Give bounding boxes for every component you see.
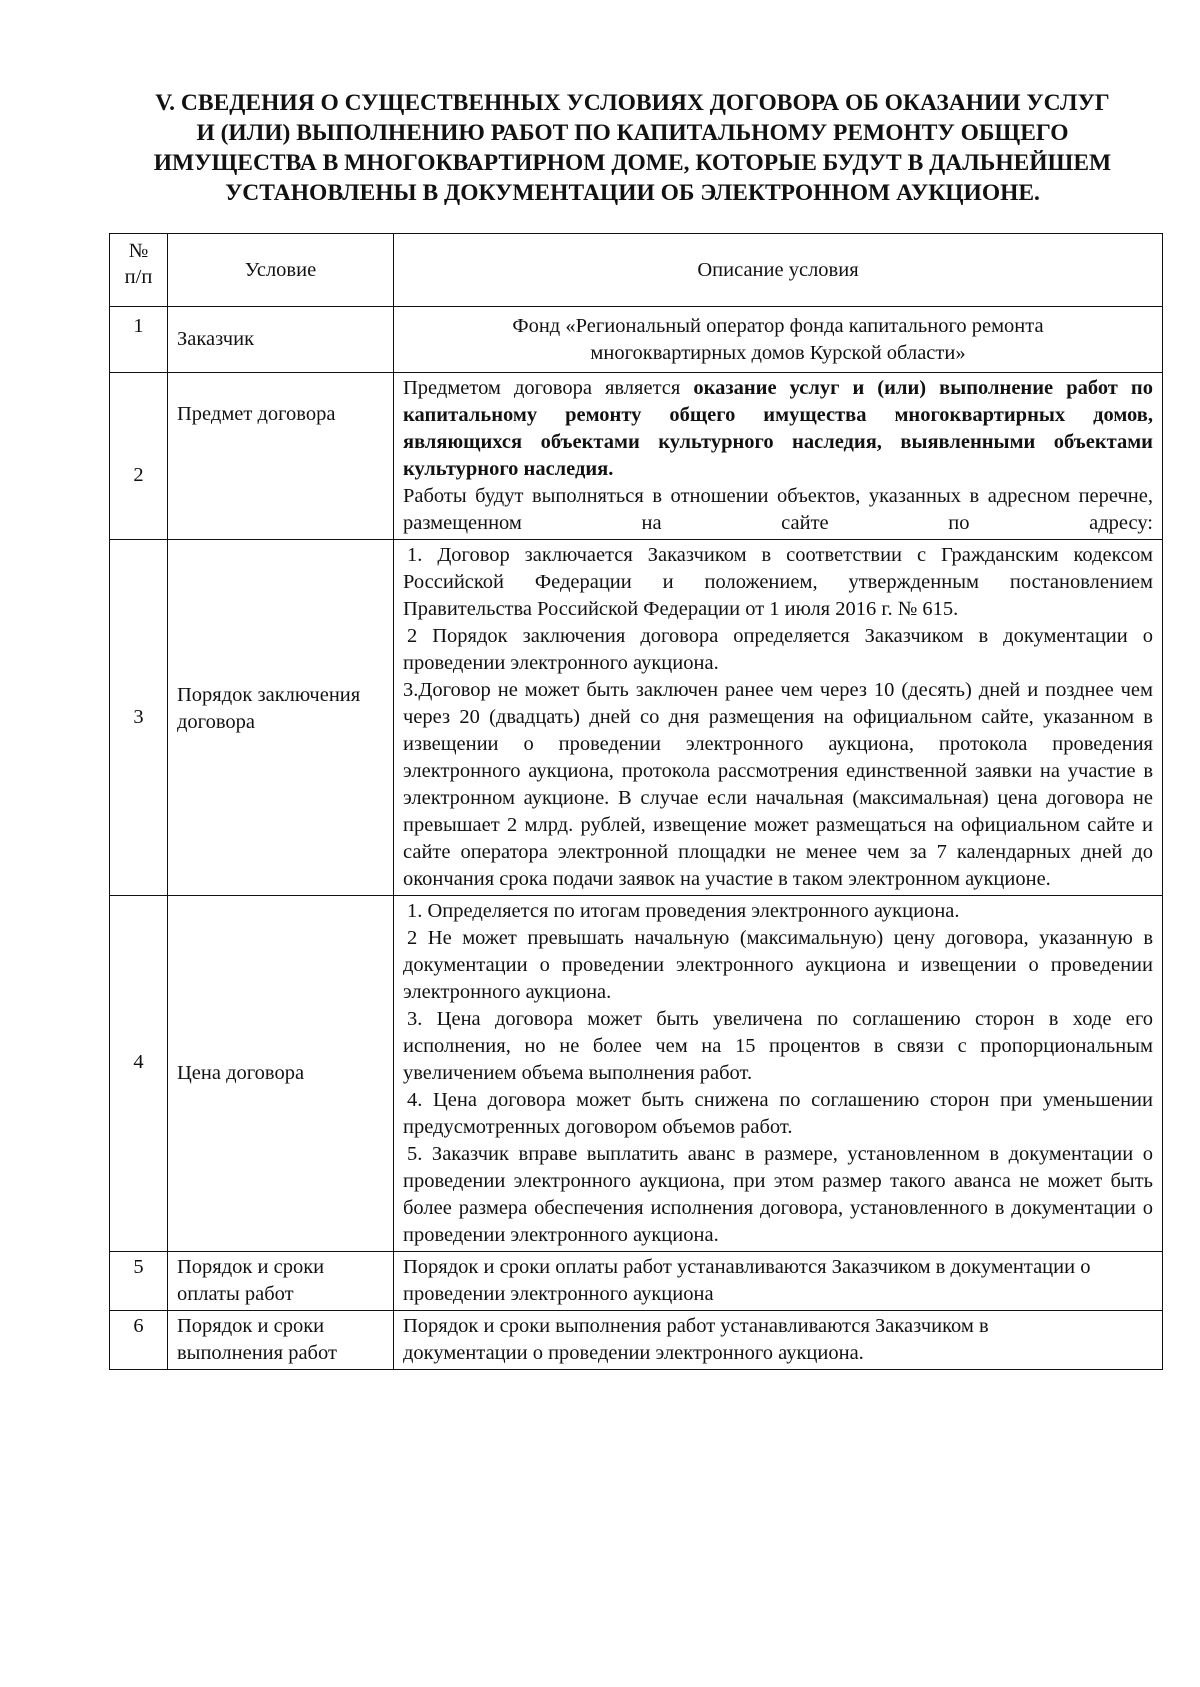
header-description: Описание условия [394, 234, 1163, 307]
subject-bold-text: оказание услуг и (или) выполнение работ по капитальному ремонту общего имущества многоквартирных домов, являющихся объектами культурного наследия, выявленными объектами культурного наследия. [403, 377, 1153, 480]
list-item: 3.Договор не может быть заключен ранее чем через 10 (десять) дней и позднее чем через 20 (двадцать) дней со дня размещения на официальном сайте, указанном в извещении о проведении электронного аукциона, протокола проведения электронного аукциона, протокола рассмотрения единственной заявки на участие в электронном аукционе. В случае если начальная (максимальная) цена договора не превышает 2 млрд. рублей, извещение может размещаться на официальном сайте и сайте оператора электронной площадки не менее чем за 7 календарных дней до окончания срока подачи заявок на участие в таком электронном аукционе. [403, 679, 1153, 890]
header-num [110, 234, 168, 307]
row-num: 3 [110, 540, 168, 896]
row-condition: Предмет договора [168, 373, 394, 540]
row-description [394, 373, 1163, 540]
row-num: 2 [110, 373, 168, 540]
row-description: Порядок и сроки оплаты работ устанавливаются Заказчиком в документации о проведении электронного аукциона [394, 1252, 1163, 1311]
header-condition: Условие [168, 234, 394, 307]
subject-text: Предметом договора является [403, 377, 694, 399]
table-row [110, 1252, 1163, 1311]
row-num: 4 [110, 896, 168, 1252]
row-description [394, 540, 1163, 896]
table-row [110, 540, 1163, 896]
row-condition: Цена договора [168, 896, 394, 1252]
table-header-row [110, 234, 1163, 307]
document-title [110, 88, 1155, 208]
row-description: Порядок и сроки выполнения работ устанавливаются Заказчиком в документации о проведении электронного аукциона. [394, 1311, 1163, 1370]
table-row [110, 373, 1163, 540]
table-row [110, 307, 1163, 373]
conditions-table [109, 233, 1163, 1370]
table-row [110, 1311, 1163, 1370]
row-num: 1 [110, 307, 168, 373]
row-condition: Порядок и сроки выполнения работ [168, 1311, 394, 1370]
row-num: 6 [110, 1311, 168, 1370]
list-item: 4. Цена договора может быть снижена по соглашению сторон при уменьшении предусмотренных договором объемов работ. [403, 1089, 1153, 1138]
title-line-3: ИМУЩЕСТВА В МНОГОКВАРТИРНОМ ДОМЕ, КОТОРЫЕ БУДУТ В ДАЛЬНЕЙШЕМ [153, 150, 1112, 176]
title-line-2: И (ИЛИ) ВЫПОЛНЕНИЮ РАБОТ ПО КАПИТАЛЬНОМУ РЕМОНТУ ОБЩЕГО [196, 120, 1069, 146]
row-condition: Порядок заключения договора [168, 540, 394, 896]
list-item: 1. Договор заключается Заказчиком в соответствии с Гражданским кодексом Российской Федерации и положением, утвержденным постановлением Правительства Российской Федерации от 1 июля 2016 г. № 615. [403, 544, 1153, 620]
title-line-4: УСТАНОВЛЕНЫ В ДОКУМЕНТАЦИИ ОБ ЭЛЕКТРОННОМ АУКЦИОНЕ. [225, 180, 1040, 206]
table-row [110, 896, 1163, 1252]
list-item: 2 Порядок заключения договора определяется Заказчиком в документации о проведении электронного аукциона. [403, 625, 1153, 674]
row-description: Фонд «Региональный оператор фонда капитального ремонта многоквартирных домов Курской области» [394, 307, 1163, 373]
list-item: 3. Цена договора может быть увеличена по соглашению сторон в ходе его исполнения, но не более чем на 15 процентов в связи с пропорциональным увеличением объема выполнения работ. [403, 1008, 1153, 1084]
title-line-1: V. СВЕДЕНИЯ О СУЩЕСТВЕННЫХ УСЛОВИЯХ ДОГОВОРА ОБ ОКАЗАНИИ УСЛУГ [155, 90, 1110, 116]
list-item: 2 Не может превышать начальную (максимальную) цену договора, указанную в документации о проведении электронного аукциона и извещении о проведении электронного аукциона. [403, 927, 1153, 1003]
row-condition: Заказчик [168, 307, 394, 373]
list-item: 1. Определяется по итогам проведения электронного аукциона. [407, 900, 960, 922]
list-item: 5. Заказчик вправе выплатить аванс в размере, установленном в документации о проведении электронного аукциона, при этом размер такого аванса не может быть более размера обеспечения исполнения договора, установленного в документации о проведении электронного аукциона. [403, 1143, 1153, 1246]
row-condition: Порядок и сроки оплаты работ [168, 1252, 394, 1311]
row-description [394, 896, 1163, 1252]
row-num: 5 [110, 1252, 168, 1311]
header-num-symbol: № [128, 240, 149, 262]
subject-extra-text: Работы будут выполняться в отношении объектов, указанных в адресном перечне, размещенном на сайте по адресу: [403, 485, 1153, 534]
header-num-abbr: п/п [124, 266, 153, 288]
